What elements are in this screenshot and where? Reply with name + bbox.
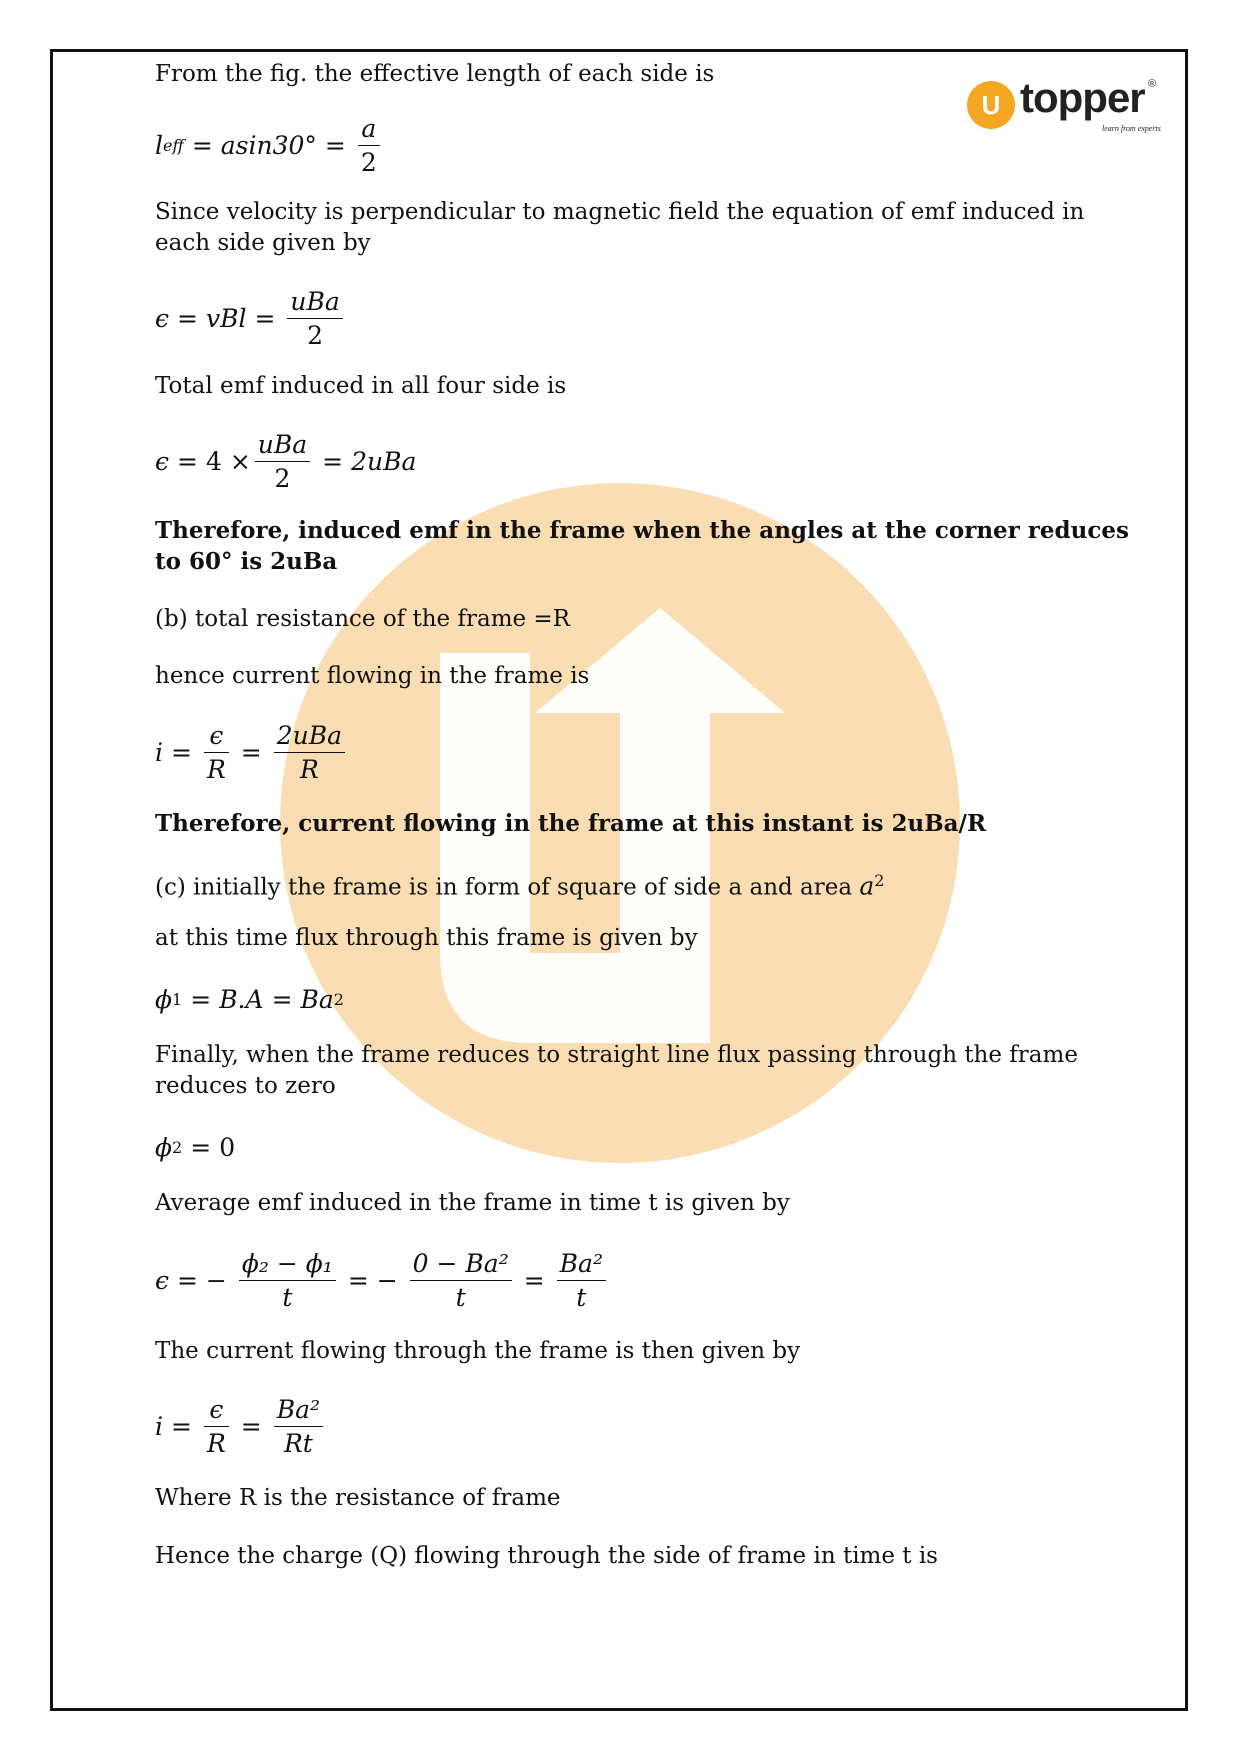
- paragraph: hence current flowing in the frame is: [155, 663, 590, 689]
- paragraph-conclusion: to 60° is 2uBa: [155, 548, 338, 575]
- svg-text:U: U: [981, 90, 1001, 120]
- paragraph: From the fig. the effective length of each side is: [155, 61, 715, 87]
- paragraph: Since velocity is perpendicular to magnetic field the equation of emf induced in: [155, 199, 1085, 225]
- equation-emf-side: ϵ = vBl = $\frac{\text{uBa}}{2}$: [155, 287, 347, 350]
- paragraph: each side given by: [155, 230, 371, 256]
- topper-logo-mark-icon: [966, 80, 1016, 130]
- equation-flux-final: ϕ 2 = 0: [155, 1133, 236, 1162]
- logo-tagline: learn from experts: [1102, 124, 1161, 133]
- logo-text: topper: [1020, 74, 1145, 121]
- paragraph: Total emf induced in all four side is: [155, 373, 567, 399]
- equation-current: i = $\frac{\epsilon}{R}$ = $\frac{\text{2uBa}}{R}$: [155, 721, 349, 784]
- paragraph: (c) initially the frame is in form of square of side a and area $a^2$: [155, 871, 885, 901]
- equation-effective-length: l eff = asin30° = $\frac{a}{2}$: [155, 114, 384, 177]
- paragraph-conclusion: Therefore, induced emf in the frame when the angles at the corner reduces: [155, 517, 1129, 544]
- paragraph: Hence the charge (Q) flowing through the side of frame in time t is: [155, 1543, 938, 1569]
- paragraph-conclusion: Therefore, current flowing in the frame at this instant is 2uBa/R: [155, 810, 987, 837]
- equation-total-emf: ϵ = 4 × $\frac{\text{uBa}}{2}$ = 2uBa: [155, 430, 417, 493]
- paragraph: The current flowing through the frame is then given by: [155, 1338, 801, 1364]
- paragraph: at this time flux through this frame is given by: [155, 925, 698, 951]
- paragraph: Finally, when the frame reduces to straight line flux passing through the frame: [155, 1042, 1078, 1068]
- paragraph: Average emf induced in the frame in time t is given by: [155, 1190, 790, 1216]
- paragraph: Where R is the resistance of frame: [155, 1485, 561, 1511]
- paragraph: reduces to zero: [155, 1073, 336, 1099]
- equation-flux-initial: ϕ 1 = B.A = Ba 2: [155, 985, 344, 1014]
- equation-current-final: i = $\frac{\epsilon}{R}$ = $\frac{\text{Ba²}}{Rt}$: [155, 1395, 327, 1458]
- topper-logo: [966, 74, 1166, 144]
- equation-average-emf: ϵ = − $\frac{\text{ϕ₂ − ϕ₁}}{t}$ = − $\frac{\text{0 − Ba²}}{t}$ = $\frac{\text{Ba²}}{t}$: [155, 1249, 610, 1312]
- paragraph: (b) total resistance of the frame =R: [155, 606, 571, 632]
- logo-registered: ®: [1148, 78, 1157, 90]
